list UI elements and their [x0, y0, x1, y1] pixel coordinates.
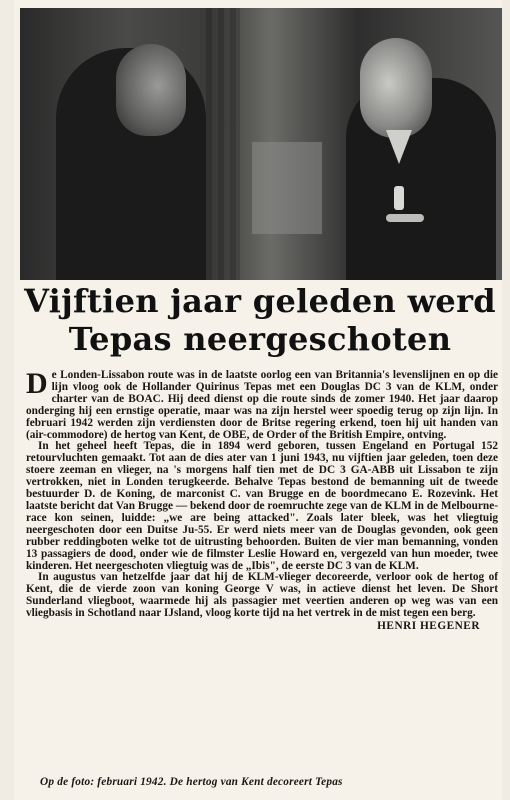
article-body [26, 367, 498, 633]
photo-head-duke [116, 44, 186, 136]
news-photo [20, 8, 502, 280]
author-byline: HENRI HEGENER [377, 620, 480, 633]
drop-cap: D [26, 367, 48, 400]
article-paragraph-2: In het geheel heeft Tepas, die in 1894 werd geboren, tussen Engeland en Portugal 152 retourvluchten gemaakt. Tot aan de dies ater van 1 juni 1943, nu vijftien jaar geleden, toen deze stoere zeeman en vlieger, na 's morgens half tien met de DC 3 GA-ABB uit Lissabon te zijn vertrokken, niet in Londen terugkeerde. Behalve Tepas bestond de bemanning uit de tweede bestuurder D. de Koning, de marconist C. van Brugge en de boordmecano E. Rozevink. Het laatste bericht dat Van Brugge — bekend door de roemruchte zege van de KLM in de Melbourne-race kon seinen, luidde: „we are being attacked". Zoals later bleek, was het vliegtuig neergeschoten door een Duitse Ju-55. Er werd niets meer van de Douglas gevonden, ook geen rubber reddingboten welke tot de uitrusting behoorden. Buiten de vier man bemanning, vonden 13 passagiers de dood, onder wie de filmster Leslie Howard en, vergezeld van hun moeder, twee kinderen. Het neergeschoten vliegtuig was de „Ibis", de eerste DC 3 van de KLM. [26, 440, 498, 572]
photo-curtain [200, 8, 240, 280]
headline [20, 282, 500, 358]
article-paragraph-1 [26, 367, 498, 441]
headline-line-2: Tepas neergeschoten [68, 320, 452, 358]
pilot-wings-icon [386, 214, 424, 222]
photo-background-panel [252, 142, 322, 234]
article-paragraph-3: In augustus van hetzelfde jaar dat hij de KLM-vlieger decoreerde, verloor ook de hertog of Kent, die de vierde zoon van koning George V was, in actieve dienst het leven. De Short Sunderland vliegboot, waarmede hij als passagier met veertien anderen op weg was van een vliegbasis in Schotland naar IJsland, vloog korte tijd na het vertrek in de mist tegen een berg. [26, 571, 498, 620]
photo-caption: Op de foto: februari 1942. De hertog van Kent decoreert Tepas [40, 776, 343, 788]
headline-line-1: Vijftien jaar geleden werd [24, 282, 496, 320]
article-paragraph-1-text: e Londen-Lissabon route was in de laatste oorlog een van Britannia's levenslijnen en op die lijn vloog ook de Hollander Quirinus Tepas met een Douglas DC 3 van de KLM, onder charter van de BOAC. Hij deed dienst op die route sinds de zomer 1940. Het jaar daarop onderging hij een ernstige operatie, maar was na zijn herstel weer spoedig terug op zijn lijn. In februari 1942 werden zijn verdiensten door de Britse regering erkend, toen hij uit handen van (air-commodore) de hertog van Kent, de OBE, de Order of the British Empire, ontving. [26, 369, 498, 441]
photo-head-tepas [360, 38, 432, 138]
medal-icon [394, 186, 404, 210]
